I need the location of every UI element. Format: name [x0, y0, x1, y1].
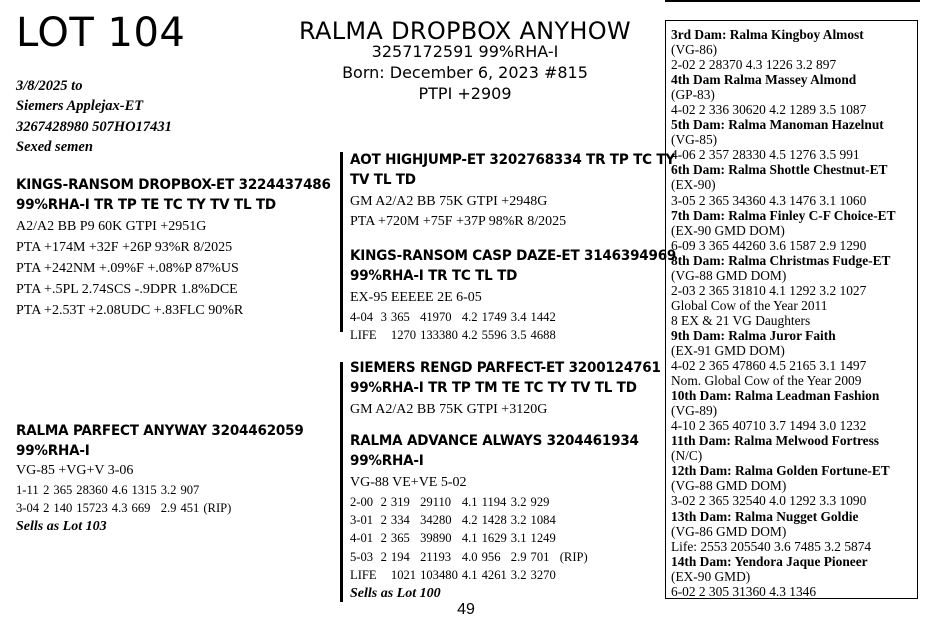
record-cell: [560, 529, 592, 547]
record-cell: 2: [380, 531, 387, 546]
record-cell: 929: [530, 495, 550, 509]
table-row: [350, 511, 592, 529]
record-cell: 1442: [530, 310, 556, 324]
record-cell: 3-01: [350, 513, 374, 528]
record-cell: 41970: [420, 310, 452, 324]
record-cell: 2.9: [160, 501, 177, 515]
dam-name: RALMA PARFECT ANYWAY 3204462059: [16, 423, 304, 439]
record-cell: 956: [481, 549, 501, 564]
ancestor-dam-name: 6th Dam: Ralma Shottle Chestnut-ET: [671, 162, 888, 178]
record-cell: 1629: [481, 531, 507, 546]
pedigree-rule-top: [340, 152, 343, 332]
ancestor-dam-detail: 4-02 2 365 47860 4.5 2165 3.1 1497: [671, 358, 867, 374]
ancestor-dam-detail: (EX-90): [671, 177, 716, 193]
pedigree-rule-bottom: [340, 362, 343, 602]
sire-name: KINGS-RANSOM DROPBOX-ET 3224437486: [16, 177, 331, 193]
ancestor-dam-name: 5th Dam: Ralma Manoman Hazelnut: [671, 117, 884, 133]
pedigree-sire-side: [350, 150, 675, 232]
record-cell: 3270: [530, 567, 556, 582]
breeding-line: Siemers Applejax-ET: [16, 98, 144, 115]
dam-block: [16, 421, 336, 537]
record-cell: 701: [530, 549, 550, 564]
maternal-granddam-name: RALMA ADVANCE ALWAYS 3204461934: [350, 433, 639, 449]
page-number: 49: [457, 601, 475, 618]
breeding-line: 3/8/2025 to: [16, 78, 83, 94]
record-cell: 4688: [530, 328, 556, 342]
table-row: [350, 529, 592, 547]
record-cell: 29110: [420, 495, 452, 509]
record-cell: (RIP): [203, 501, 232, 515]
record-cell: 365: [390, 310, 410, 324]
record-cell: 3.2: [510, 513, 527, 528]
record-cell: 2: [43, 501, 50, 515]
granddam-sells-note: Sells as Lot 100: [350, 586, 441, 602]
record-cell: 3.2: [510, 495, 527, 509]
sire-stat-line: PTA +174M +32F +26P 93%R 8/2025: [16, 240, 233, 255]
table-row: [16, 499, 235, 517]
sire-stat-line: PTA +.5PL 2.74SCS -.9DPR 1.8%DCE: [16, 282, 238, 297]
table-row: [350, 308, 560, 326]
record-cell: 133380: [420, 328, 458, 342]
ancestor-dam-name: 14th Dam: Yendora Jaque Pioneer: [671, 553, 868, 569]
ancestor-dam-detail: 3-05 2 365 34360 4.3 1476 3.1 1060: [671, 192, 867, 208]
record-cell: 3.2: [160, 483, 177, 497]
ancestor-dam-detail: (VG-86): [671, 42, 718, 58]
maternal-grandsire-name: SIEMERS RENGD PARFECT-ET 3200124761: [350, 360, 661, 376]
ancestor-dam-detail: 2-03 2 365 31810 4.1 1292 3.2 1027: [671, 282, 867, 298]
record-cell: 5596: [481, 328, 507, 342]
record-cell: [560, 511, 592, 529]
record-cell: 334: [390, 513, 410, 528]
animal-birth-date: Born: December 6, 2023 #815: [342, 63, 588, 82]
lot-title: LOT 104: [16, 10, 186, 56]
record-cell: 1749: [481, 310, 507, 324]
ancestor-dam-detail: (GP-83): [671, 87, 715, 103]
record-cell: 3.5: [510, 328, 527, 342]
record-cell: 103480: [420, 567, 458, 582]
ancestor-dam-name: 7th Dam: Ralma Finley C-F Choice-ET: [671, 207, 896, 223]
record-cell: 451: [180, 501, 200, 515]
ancestor-dam-detail: (EX-91 GMD DOM): [671, 342, 785, 358]
maternal-granddam-records: [350, 493, 592, 584]
record-cell: 3.1: [510, 531, 527, 546]
table-row: [350, 548, 592, 566]
ancestor-dam-detail: 3-02 2 365 32540 4.0 1292 3.3 1090: [671, 493, 867, 509]
table-row: [350, 566, 592, 584]
record-cell: 3.4: [510, 310, 527, 324]
record-cell: 2: [380, 495, 387, 509]
dam-classification: VG-85 +VG+V 3-06: [16, 463, 134, 478]
ancestor-dam-detail: (VG-85): [671, 132, 718, 148]
record-cell: 1428: [481, 513, 507, 528]
record-cell: 1270: [390, 328, 417, 342]
record-cell: 2: [43, 483, 50, 497]
record-cell: 365: [53, 483, 73, 497]
breeding-line: 3267428980 507HO17431: [16, 118, 172, 135]
paternal-granddam-classification: EX-95 EEEEE 2E 6-05: [350, 290, 482, 305]
record-cell: [381, 326, 391, 344]
record-cell: (RIP): [559, 549, 588, 564]
paternal-granddam-records: [350, 308, 560, 344]
table-row: [16, 481, 235, 499]
ancestor-dam-name: 10th Dam: Ralma Leadman Fashion: [671, 388, 880, 404]
ancestor-dam-name: 4th Dam Ralma Massey Almond: [671, 72, 857, 88]
record-cell: 4-04: [350, 310, 374, 324]
sire-stat-line: A2/A2 BB P9 60K GTPI +2951G: [16, 219, 207, 234]
ancestor-dam-detail: 4-06 2 357 28330 4.5 1276 3.5 991: [671, 147, 860, 163]
ancestor-dam-detail: (VG-88 GMD DOM): [671, 478, 787, 494]
record-cell: 4.2: [461, 310, 478, 324]
paternal-grandsire-name: AOT HIGHJUMP-ET 3202768334 TR TP TC TY: [350, 152, 675, 168]
record-cell: 4.0: [461, 549, 478, 564]
record-cell: 4.1: [461, 531, 478, 546]
paternal-granddam-designations: 99%RHA-I TR TC TL TD: [350, 268, 518, 284]
record-cell: 1-11: [16, 483, 39, 497]
maternal-grandsire-stat: GM A2/A2 BB 75K GTPI +3120G: [350, 402, 548, 417]
record-cell: 3.2: [510, 567, 527, 582]
ancestor-dam-detail: 6-02 2 305 31360 4.3 1346: [671, 583, 817, 599]
dam-designations: 99%RHA-I: [16, 443, 90, 459]
table-row: [350, 493, 592, 511]
ancestor-dam-detail: 2-02 2 28370 4.3 1226 3.2 897: [671, 57, 837, 73]
record-cell: 15723: [76, 501, 108, 515]
record-cell: 4.6: [111, 483, 128, 497]
record-cell: 140: [53, 501, 73, 515]
sire-block: [16, 175, 336, 321]
record-cell: 1315: [131, 483, 157, 497]
record-cell: 4.3: [111, 501, 128, 515]
record-cell: 4.2: [461, 513, 478, 528]
breeding-info: [16, 76, 172, 157]
maternal-granddam-designations: 99%RHA-I: [350, 453, 424, 469]
record-cell: [560, 566, 592, 584]
sire-designations: 99%RHA-I TR TP TE TC TY TV TL TD: [16, 197, 276, 213]
sire-stat-line: PTA +242NM +.09%F +.08%P 87%US: [16, 261, 239, 276]
record-cell: 3: [380, 310, 387, 324]
record-cell: 34280: [420, 513, 452, 528]
ancestor-dam-detail: (N/C): [671, 448, 703, 464]
record-cell: 4.1: [461, 495, 478, 509]
maternal-grandsire-designations: 99%RHA-I TR TP TM TE TC TY TV TL TD: [350, 380, 637, 396]
sire-stats: [16, 216, 336, 321]
record-cell: 1084: [530, 513, 556, 528]
ancestor-dam-name: 9th Dam: Ralma Juror Faith: [671, 327, 836, 343]
record-cell: 2.9: [510, 549, 527, 564]
paternal-grandsire-stat: GM A2/A2 BB 75K GTPI +2948G: [350, 194, 548, 209]
ancestor-dam-name: 13th Dam: Ralma Nugget Goldie: [671, 508, 859, 524]
record-cell: 2-00: [350, 495, 374, 509]
ancestor-dam-detail: (VG-86 GMD DOM): [671, 523, 787, 539]
pedigree-paternal-granddam: [350, 246, 677, 344]
record-cell: 2: [380, 549, 387, 564]
ancestor-dam-detail: 6-09 3 365 44260 3.6 1587 2.9 1290: [671, 237, 867, 253]
record-cell: 907: [180, 483, 200, 497]
dam-lineage-list: [666, 21, 917, 599]
paternal-grandsire-stat: PTA +720M +75F +37P 98%R 8/2025: [350, 214, 567, 229]
ancestor-dam-detail: (VG-89): [671, 403, 718, 419]
ancestor-dam-detail: (EX-90 GMD): [671, 568, 751, 584]
maternal-granddam-classification: VG-88 VE+VE 5-02: [350, 475, 467, 490]
top-rule: [665, 0, 920, 2]
record-cell: 1194: [481, 495, 507, 509]
record-cell: [560, 493, 592, 511]
record-cell: 365: [390, 531, 410, 546]
ancestor-dam-name: 12th Dam: Ralma Golden Fortune-ET: [671, 463, 890, 479]
record-cell: 2: [380, 513, 387, 528]
table-row: [350, 326, 560, 344]
paternal-granddam-name: KINGS-RANSOM CASP DAZE-ET 3146394969: [350, 248, 677, 264]
record-cell: 5-03: [350, 549, 374, 564]
ancestor-dam-detail: (VG-88 GMD DOM): [671, 267, 787, 283]
record-cell: 3-04: [16, 501, 40, 515]
breeding-line: Sexed semen: [16, 138, 93, 155]
animal-name: RALMA DROPBOX ANYHOW: [299, 17, 631, 45]
dam-sells-note: Sells as Lot 103: [16, 519, 107, 534]
record-cell: 194: [390, 549, 410, 564]
record-cell: 28360: [76, 483, 108, 497]
ancestor-dam-detail: Nom. Global Cow of the Year 2009: [671, 373, 862, 389]
ancestor-dam-detail: 4-02 2 336 30620 4.2 1289 3.5 1087: [671, 102, 867, 118]
record-cell: [203, 481, 235, 499]
record-cell: LIFE: [350, 567, 377, 582]
dam-lineage-box: [665, 20, 918, 599]
dam-records: [16, 481, 235, 517]
record-cell: 669: [131, 501, 151, 515]
animal-registration: 3257172591 99%RHA-I: [371, 42, 559, 61]
animal-ptpi: PTPI +2909: [418, 84, 512, 103]
sire-stat-line: PTA +2.53T +2.08UDC +.83FLC 90%R: [16, 303, 244, 318]
paternal-grandsire-designations: TV TL TD: [350, 172, 416, 188]
record-cell: [381, 566, 391, 584]
ancestor-dam-detail: Global Cow of the Year 2011: [671, 297, 828, 313]
pedigree-maternal-granddam: [350, 431, 662, 604]
record-cell: 4-01: [350, 531, 374, 546]
record-cell: 21193: [420, 549, 452, 564]
record-cell: LIFE: [350, 328, 377, 342]
record-cell: 4.1: [461, 567, 478, 582]
record-cell: 4261: [481, 567, 507, 582]
ancestor-dam-detail: 4-10 2 365 40710 3.7 1494 3.0 1232: [671, 418, 867, 434]
ancestor-dam-detail: (EX-90 GMD DOM): [671, 222, 785, 238]
record-cell: 1249: [530, 531, 556, 546]
ancestor-dam-name: 11th Dam: Ralma Melwood Fortress: [671, 433, 880, 449]
ancestor-dam-name: 8th Dam: Ralma Christmas Fudge-ET: [671, 252, 891, 268]
ancestor-dam-name: 3rd Dam: Ralma Kingboy Almost: [671, 27, 864, 42]
record-cell: 319: [390, 495, 410, 509]
pedigree-maternal-grandsire: [350, 358, 662, 420]
record-cell: 1021: [390, 567, 417, 582]
record-cell: 4.2: [461, 328, 478, 342]
ancestor-dam-detail: 8 EX & 21 VG Daughters: [671, 312, 811, 328]
record-cell: 39890: [420, 531, 452, 546]
ancestor-dam-detail: Life: 2553 205540 3.6 7485 3.2 5874: [671, 538, 872, 554]
